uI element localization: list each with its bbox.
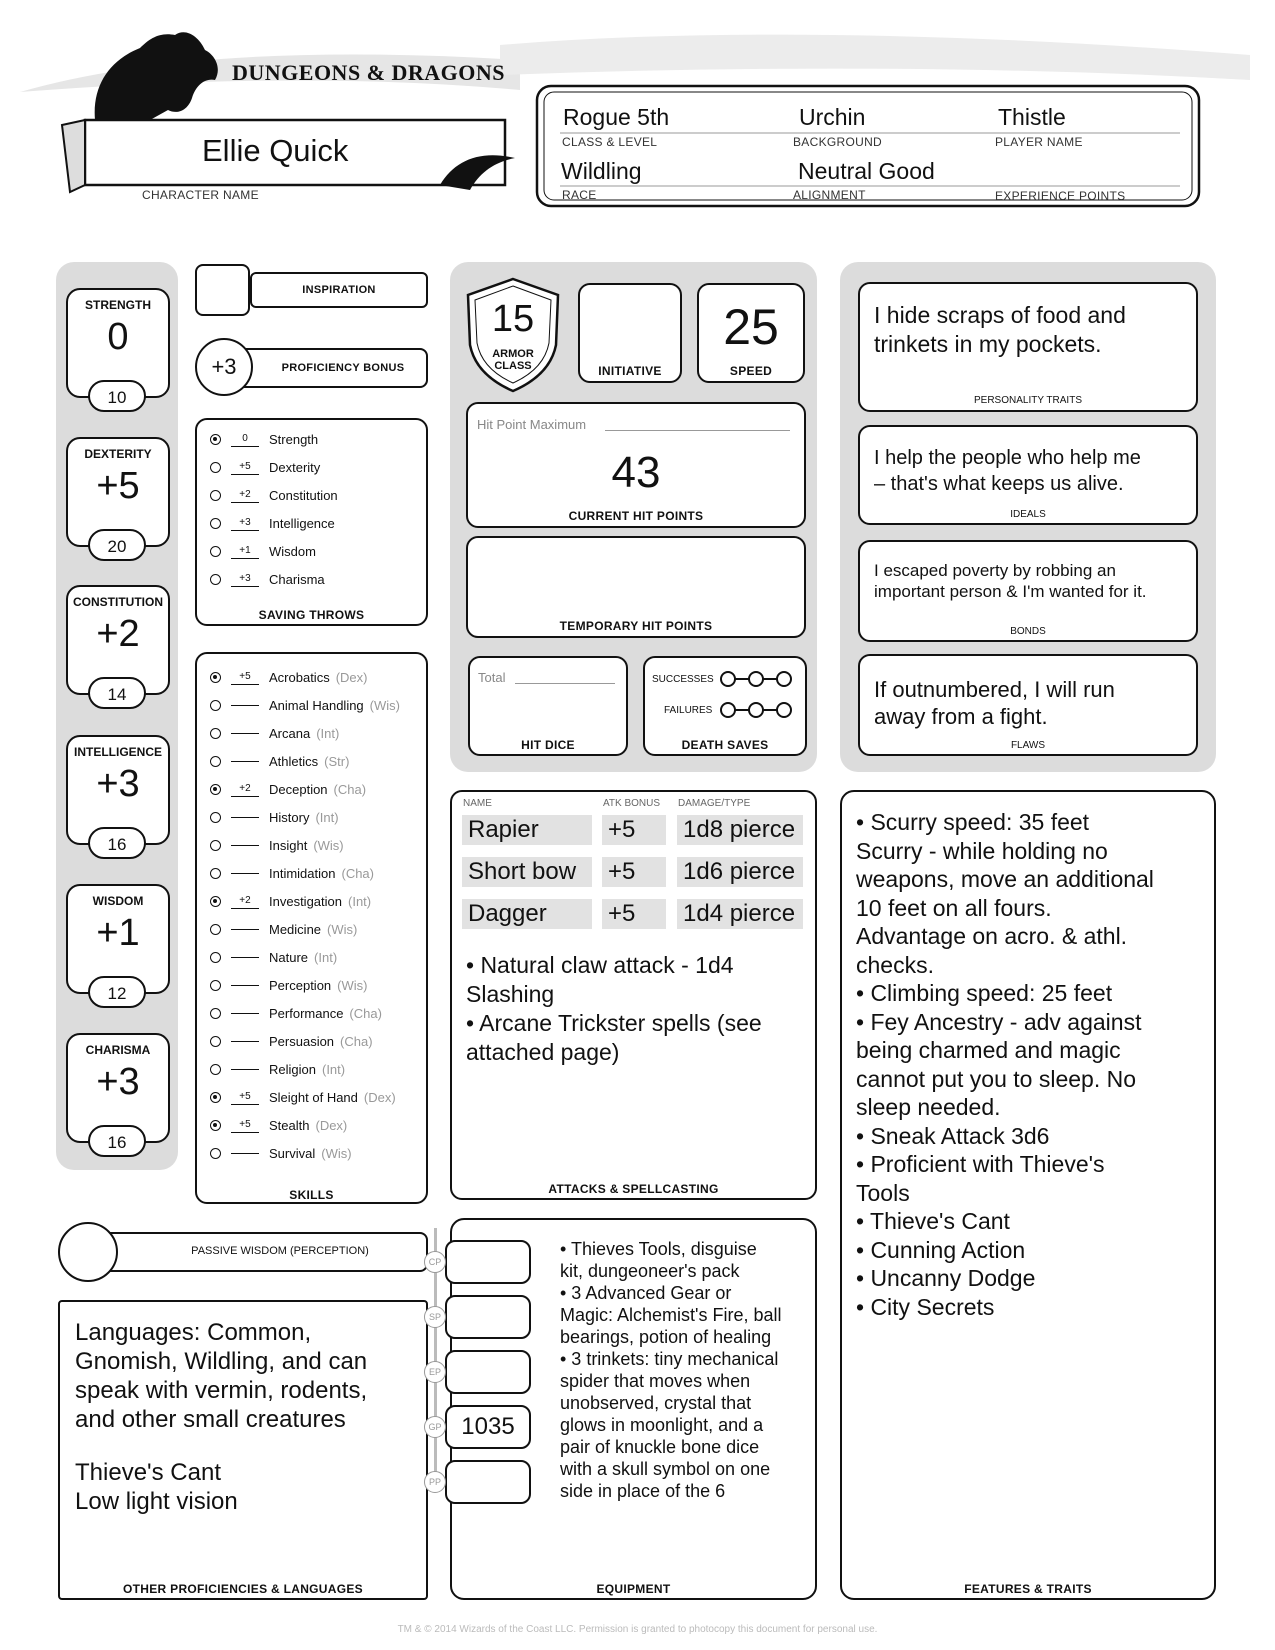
feature-line: • Cunning Action <box>856 1236 1026 1263</box>
skill-row[interactable] <box>210 778 366 800</box>
skill-name: Intimidation <box>269 865 336 881</box>
skill-row[interactable] <box>210 722 339 744</box>
skill-name: Acrobatics <box>269 669 330 685</box>
personality-traits-line-2[interactable]: trinkets in my pockets. <box>874 331 1102 357</box>
proficiency-marker-icon[interactable] <box>210 784 221 795</box>
equipment-line: • Thieves Tools, disguise <box>560 1239 757 1259</box>
death-saves-failure-circles-icon[interactable] <box>716 699 796 721</box>
skill-name: Investigation <box>269 893 342 909</box>
equipment-line: • 3 Advanced Gear or <box>560 1283 732 1303</box>
skill-row[interactable] <box>210 890 371 912</box>
ability-constitution <box>66 585 170 713</box>
equipment-line: kit, dungeoneer's pack <box>560 1261 740 1281</box>
proficiency-marker-icon[interactable] <box>210 518 221 529</box>
equipment-line: with a skull symbol on one <box>560 1459 771 1479</box>
skill-ability: (Str) <box>324 753 350 769</box>
skill-mod[interactable] <box>231 817 259 818</box>
skill-name: Deception <box>269 781 328 797</box>
features-label: FEATURES & TRAITS <box>964 1582 1092 1596</box>
bonds-line-2[interactable]: important person & I'm wanted for it. <box>874 582 1147 601</box>
saving-throw-mod[interactable]: +2 <box>231 488 259 503</box>
saving-throw-name: Intelligence <box>269 515 335 531</box>
feature-line: Scurry - while holding no <box>856 837 1108 864</box>
flaws-label: FLAWS <box>1010 740 1046 751</box>
skill-mod[interactable]: +5 <box>231 670 259 685</box>
temp-hp-label: TEMPORARY HIT POINTS <box>559 619 713 633</box>
feature-line: • Proficient with Thieve's <box>856 1151 1105 1177</box>
saving-throw-mod[interactable]: +1 <box>231 544 259 559</box>
saving-throw-row[interactable] <box>210 540 316 562</box>
equipment-line: pair of knuckle bone dice <box>560 1437 760 1457</box>
proficiency-marker-icon[interactable] <box>210 1064 221 1075</box>
skill-mod[interactable] <box>231 1013 259 1014</box>
skill-name: Medicine <box>269 921 322 937</box>
saving-throw-row[interactable] <box>210 568 325 590</box>
proficiencies-text[interactable] <box>75 1318 367 1516</box>
background-label: BACKGROUND <box>793 135 883 149</box>
attacks-notes[interactable] <box>466 951 762 1067</box>
skill-ability: (Int) <box>316 725 340 741</box>
armor-class-label-2: CLASS <box>494 360 532 372</box>
ability-score[interactable]: 14 <box>88 677 146 709</box>
coin-label: PP <box>424 1471 446 1493</box>
saving-throw-row[interactable] <box>210 456 320 478</box>
hp-max-label: Hit Point Maximum <box>477 417 587 432</box>
skill-row[interactable] <box>210 834 344 856</box>
attacks-col-bonus: ATK BONUS <box>603 798 661 809</box>
proficiency-marker-icon[interactable] <box>210 1092 221 1103</box>
skill-name: Nature <box>269 949 309 965</box>
skill-name: Stealth <box>269 1117 310 1133</box>
saving-throw-row[interactable] <box>210 428 318 450</box>
skill-name: Sleight of Hand <box>269 1089 358 1105</box>
equipment-label: EQUIPMENT <box>596 1582 671 1596</box>
skill-name: Arcana <box>269 725 311 741</box>
saving-throw-mod[interactable]: 0 <box>231 432 259 447</box>
skill-mod[interactable] <box>231 1041 259 1042</box>
attack-name[interactable]: Rapier <box>462 815 592 845</box>
skill-mod[interactable] <box>231 733 259 734</box>
proficiency-marker-icon[interactable] <box>210 756 221 767</box>
skill-mod[interactable] <box>231 705 259 706</box>
proficiency-marker-icon[interactable] <box>210 1036 221 1047</box>
proficiency-marker-icon[interactable] <box>210 924 221 935</box>
skill-mod[interactable]: +2 <box>231 894 259 909</box>
skill-ability: (Dex) <box>315 1117 348 1133</box>
attack-damage[interactable]: 1d4 pierce <box>677 899 803 929</box>
coin-label: CP <box>424 1251 446 1273</box>
skill-mod[interactable] <box>231 985 259 986</box>
character-name-label: CHARACTER NAME <box>142 188 259 202</box>
ability-name: CONSTITUTION <box>73 595 163 609</box>
skill-mod[interactable] <box>231 845 259 846</box>
skill-ability: (Wis) <box>369 697 400 713</box>
coin-label: GP <box>424 1416 446 1438</box>
attack-note-line: attached page) <box>466 1039 620 1065</box>
proficiency-marker-icon[interactable] <box>210 980 221 991</box>
saving-throw-mod[interactable]: +5 <box>231 460 259 475</box>
hit-dice-total-line[interactable] <box>515 683 615 684</box>
skill-name: Animal Handling <box>269 697 364 713</box>
proficiencies-label: OTHER PROFICIENCIES & LANGUAGES <box>123 1582 363 1596</box>
character-name[interactable]: Ellie Quick <box>202 133 349 168</box>
skill-ability: (Int) <box>315 809 339 825</box>
skill-row[interactable] <box>210 1086 396 1108</box>
death-saves-success-circles-icon[interactable] <box>716 668 796 690</box>
saving-throw-name: Dexterity <box>269 459 321 475</box>
speed-label: SPEED <box>729 364 773 378</box>
attacks-col-damage: DAMAGE/TYPE <box>678 798 751 809</box>
attacks-label: ATTACKS & SPELLCASTING <box>548 1182 719 1196</box>
passive-wisdom-circle[interactable] <box>58 1222 118 1282</box>
feature-line: • Fey Ancestry - adv against <box>856 1008 1142 1035</box>
inspiration-box[interactable] <box>195 264 250 316</box>
feature-line: • Sneak Attack 3d6 <box>856 1122 1050 1149</box>
proficiency-marker-icon[interactable] <box>210 840 221 851</box>
skill-mod[interactable] <box>231 1153 259 1154</box>
hp-max-line[interactable] <box>605 430 790 431</box>
skill-mod[interactable] <box>231 873 259 874</box>
ability-modifier[interactable]: +3 <box>96 763 140 805</box>
feature-line: • City Secrets <box>856 1293 995 1320</box>
ability-modifier[interactable]: +1 <box>96 912 140 954</box>
feature-line: • Uncanny Dodge <box>856 1265 1036 1291</box>
ability-name: CHARISMA <box>85 1043 151 1057</box>
alignment-label: ALIGNMENT <box>793 188 866 202</box>
saving-throw-name: Constitution <box>269 487 338 503</box>
ability-name: INTELLIGENCE <box>73 745 162 759</box>
proficiency-line: speak with vermin, rodents, <box>75 1377 368 1404</box>
feature-line: Advantage on acro. & athl. <box>856 923 1128 949</box>
skill-name: Persuasion <box>269 1033 335 1049</box>
skill-row[interactable] <box>210 694 400 716</box>
equipment-line: bearings, potion of healing <box>560 1327 772 1347</box>
feature-line: • Thieve's Cant <box>856 1208 1010 1234</box>
skill-row[interactable] <box>210 1058 345 1080</box>
coin-value[interactable]: 1035 <box>445 1405 531 1449</box>
skill-ability: (Dex) <box>363 1089 396 1105</box>
feature-line: checks. <box>856 951 934 978</box>
skill-ability: (Cha) <box>333 781 367 797</box>
skill-mod[interactable]: +5 <box>231 1118 259 1133</box>
skill-mod[interactable] <box>231 761 259 762</box>
proficiency-marker-icon[interactable] <box>210 952 221 963</box>
saving-throw-name: Wisdom <box>269 543 316 559</box>
coin-value[interactable] <box>445 1295 531 1339</box>
saving-throw-name: Strength <box>269 431 319 447</box>
ability-score[interactable]: 20 <box>88 529 146 561</box>
skill-ability: (Wis) <box>327 921 358 937</box>
ability-score[interactable]: 16 <box>88 827 146 859</box>
proficiency-line: Gnomish, Wildling, and can <box>75 1348 368 1375</box>
inspiration-label: INSPIRATION <box>302 284 376 296</box>
current-hp-value[interactable]: 43 <box>611 448 661 497</box>
ability-name: WISDOM <box>92 894 144 908</box>
proficiency-marker-icon[interactable] <box>210 1120 221 1131</box>
proficiency-line: Languages: Common, <box>75 1319 312 1346</box>
passive-wisdom-label: PASSIVE WISDOM (PERCEPTION) <box>191 1245 369 1257</box>
attack-bonus[interactable]: +5 <box>602 857 666 887</box>
proficiency-marker-icon[interactable] <box>210 672 221 683</box>
ability-score[interactable]: 10 <box>88 380 146 412</box>
ability-score[interactable]: 16 <box>88 1125 146 1157</box>
proficiency-line: Thieve's Cant <box>75 1459 221 1486</box>
skill-name: History <box>269 809 310 825</box>
skill-mod[interactable] <box>231 957 259 958</box>
feature-line: • Climbing speed: 25 feet <box>856 980 1113 1006</box>
feature-line: cannot put you to sleep. No <box>856 1065 1137 1092</box>
feature-line: • Scurry speed: 35 feet <box>856 809 1090 835</box>
class-level-value[interactable]: Rogue 5th <box>563 104 670 130</box>
proficiency-marker-icon[interactable] <box>210 868 221 879</box>
equipment-text[interactable] <box>560 1238 782 1502</box>
attack-name[interactable]: Short bow <box>462 857 592 887</box>
skill-name: Athletics <box>269 753 319 769</box>
personality-traits-label: PERSONALITY TRAITS <box>974 395 1082 406</box>
skills-label: SKILLS <box>289 1188 334 1202</box>
equipment-line: spider that moves when <box>560 1371 751 1391</box>
experience-points-label: EXPERIENCE POINTS <box>995 189 1126 203</box>
skill-row[interactable] <box>210 862 374 884</box>
skill-name: Performance <box>269 1005 344 1021</box>
skill-name: Religion <box>269 1061 316 1077</box>
ability-charisma <box>66 1033 170 1161</box>
proficiency-line <box>75 1434 367 1458</box>
feature-line: weapons, move an additional <box>856 866 1154 892</box>
proficiency-marker-icon[interactable] <box>210 700 221 711</box>
proficiency-marker-icon[interactable] <box>210 574 221 585</box>
race-label: RACE <box>562 188 597 202</box>
skill-ability: (Wis) <box>313 837 344 853</box>
skill-row[interactable] <box>210 1002 382 1024</box>
race-value[interactable]: Wildling <box>561 158 642 184</box>
attack-bonus[interactable]: +5 <box>602 815 666 845</box>
equipment-line: Magic: Alchemist's Fire, ball <box>560 1305 782 1325</box>
ability-dexterity <box>66 437 170 565</box>
ideals-line-2[interactable]: – that's what keeps us alive. <box>874 473 1124 495</box>
skill-mod[interactable]: +5 <box>231 1090 259 1105</box>
attack-note-line: Slashing <box>466 981 555 1007</box>
bonds-line-1[interactable]: I escaped poverty by robbing an <box>874 561 1116 580</box>
ability-name: DEXTERITY <box>84 447 152 461</box>
ideals-line-1[interactable]: I help the people who help me <box>874 447 1141 469</box>
ability-strength <box>66 288 170 416</box>
current-hp-label: CURRENT HIT POINTS <box>568 509 704 523</box>
skill-ability: (Int) <box>314 949 338 965</box>
skill-row[interactable] <box>210 750 349 772</box>
class-level-label: CLASS & LEVEL <box>562 135 658 149</box>
ability-modifier[interactable]: +3 <box>96 1061 140 1103</box>
skill-row[interactable] <box>210 946 337 968</box>
hit-dice-total-label: Total <box>478 670 506 685</box>
coin-value[interactable] <box>445 1350 531 1394</box>
death-saves-successes-label: SUCCESSES <box>652 674 714 685</box>
death-saves-label: DEATH SAVES <box>681 738 769 752</box>
skill-row[interactable] <box>210 1030 373 1052</box>
death-saves-failures-label: FAILURES <box>664 705 713 716</box>
attack-bonus[interactable]: +5 <box>602 899 666 929</box>
coin-value[interactable] <box>445 1240 531 1284</box>
skill-mod[interactable] <box>231 929 259 930</box>
alignment-value[interactable]: Neutral Good <box>798 158 935 184</box>
initiative-label: INITIATIVE <box>598 364 662 378</box>
proficiency-marker-icon[interactable] <box>210 1148 221 1159</box>
saving-throw-row[interactable] <box>210 484 338 506</box>
saving-throw-mod[interactable]: +3 <box>231 572 259 587</box>
equipment-line: unobserved, crystal that <box>560 1393 752 1413</box>
proficiency-marker-icon[interactable] <box>210 490 221 501</box>
player-name-value[interactable]: Thistle <box>998 104 1066 130</box>
ability-score[interactable]: 12 <box>88 976 146 1008</box>
skill-ability: (Wis) <box>321 1145 352 1161</box>
player-name-label: PLAYER NAME <box>995 135 1083 149</box>
features-text[interactable] <box>856 808 1154 1321</box>
attack-note-line: • Natural claw attack - 1d4 <box>466 952 734 978</box>
armor-class-label-1: ARMOR <box>492 348 534 360</box>
skill-row[interactable] <box>210 1114 347 1136</box>
skill-row[interactable] <box>210 974 367 996</box>
logo-text: DUNGEONS & DRAGONS <box>232 60 506 85</box>
proficiency-line: and other small creatures <box>75 1406 346 1433</box>
ideals-label: IDEALS <box>1010 509 1046 520</box>
saving-throw-name: Charisma <box>269 571 325 587</box>
feature-line: sleep needed. <box>856 1094 1001 1120</box>
proficiency-marker-icon[interactable] <box>210 812 221 823</box>
armor-class-value[interactable]: 15 <box>491 298 535 340</box>
proficiency-bonus-label: PROFICIENCY BONUS <box>281 362 405 374</box>
flaws-line-2[interactable]: away from a fight. <box>874 704 1048 729</box>
attack-damage[interactable]: 1d8 pierce <box>677 815 803 845</box>
feature-line: being charmed and magic <box>856 1037 1121 1063</box>
skill-row[interactable] <box>210 806 339 828</box>
proficiency-marker-icon[interactable] <box>210 434 221 445</box>
skill-ability: (Cha) <box>340 1033 373 1049</box>
personality-traits-line-1[interactable]: I hide scraps of food and <box>874 302 1126 328</box>
saving-throws-label: SAVING THROWS <box>258 608 365 622</box>
ability-name: STRENGTH <box>85 298 151 312</box>
skill-ability: (Int) <box>321 1061 346 1077</box>
saving-throw-mod[interactable]: +3 <box>231 516 259 531</box>
equipment-line: side in place of the 6 <box>560 1481 726 1501</box>
attack-note-line: • Arcane Trickster spells (see <box>466 1010 762 1036</box>
skill-ability: (Cha) <box>349 1005 382 1021</box>
attack-name[interactable]: Dagger <box>462 899 592 929</box>
coin-value[interactable] <box>445 1460 531 1504</box>
proficiency-marker-icon[interactable] <box>210 1008 221 1019</box>
skill-name: Survival <box>269 1145 316 1161</box>
proficiency-marker-icon[interactable] <box>210 546 221 557</box>
flaws-line-1[interactable]: If outnumbered, I will run <box>874 677 1115 702</box>
attack-damage[interactable]: 1d6 pierce <box>677 857 803 887</box>
skill-name: Perception <box>269 977 332 993</box>
skill-row[interactable] <box>210 666 367 688</box>
hit-dice-label: HIT DICE <box>521 738 575 752</box>
copyright-footer: TM & © 2014 Wizards of the Coast LLC. Permission is granted to photocopy this document for personal use. <box>397 1624 878 1635</box>
skill-row[interactable] <box>210 918 357 940</box>
coin-label: SP <box>424 1306 446 1328</box>
speed-value[interactable]: 25 <box>723 299 779 355</box>
background-value[interactable]: Urchin <box>799 104 866 130</box>
feature-line: 10 feet on all fours. <box>856 894 1052 921</box>
proficiency-line: Low light vision <box>75 1488 238 1515</box>
proficiency-marker-icon[interactable] <box>210 462 221 473</box>
attacks-col-name: NAME <box>463 798 492 809</box>
ability-modifier[interactable]: +2 <box>96 613 140 655</box>
skill-name: Insight <box>269 837 308 853</box>
skill-row[interactable] <box>210 1142 352 1164</box>
ability-modifier[interactable]: 0 <box>107 316 129 358</box>
proficiency-marker-icon[interactable] <box>210 896 221 907</box>
skill-ability: (Wis) <box>337 977 368 993</box>
bonds-label: BONDS <box>1010 626 1046 637</box>
feature-line: Tools <box>856 1179 910 1206</box>
ability-modifier[interactable]: +5 <box>96 465 140 507</box>
ability-intelligence <box>66 735 170 863</box>
skill-ability: (Dex) <box>335 669 368 685</box>
skill-mod[interactable] <box>231 1069 259 1070</box>
ability-wisdom <box>66 884 170 1012</box>
proficiency-marker-icon[interactable] <box>210 728 221 739</box>
saving-throw-row[interactable] <box>210 512 335 534</box>
skill-mod[interactable]: +2 <box>231 782 259 797</box>
skill-ability: (Int) <box>348 893 372 909</box>
proficiency-bonus-circle[interactable]: +3 <box>195 338 253 396</box>
skill-ability: (Cha) <box>341 865 374 881</box>
equipment-line: glows in moonlight, and a <box>560 1415 764 1435</box>
coin-label: EP <box>424 1361 446 1383</box>
equipment-line: • 3 trinkets: tiny mechanical <box>560 1349 779 1369</box>
